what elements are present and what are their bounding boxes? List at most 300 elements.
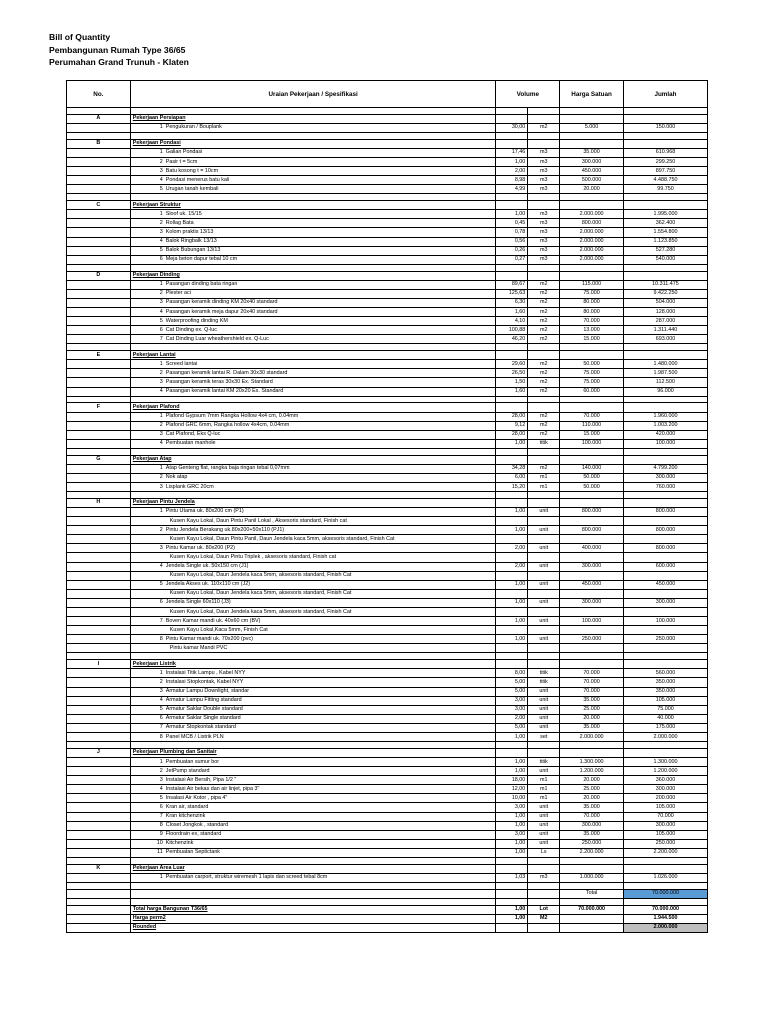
blank-cell [67, 858, 131, 865]
item-unit: m3 [528, 185, 560, 194]
table-row [67, 617, 708, 626]
empty-cell [67, 757, 131, 766]
section-letter: J [67, 748, 131, 757]
col-header-jumlah: Jumlah [623, 81, 707, 108]
item-unit-price: 2.000.000 [560, 246, 624, 255]
section-title-cell [130, 864, 496, 873]
empty-cell [67, 889, 131, 898]
table-row [67, 526, 708, 535]
item-unit: unit [528, 544, 560, 553]
empty-cell [67, 803, 131, 812]
empty-cell [67, 821, 131, 830]
item-unit-price: 300.000 [560, 821, 624, 830]
table-row [67, 794, 708, 803]
table-row [67, 589, 708, 598]
section-letter: G [67, 455, 131, 464]
empty-cell [67, 714, 131, 723]
item-unit [528, 607, 560, 616]
item-amount: 300.000 [623, 785, 707, 794]
item-volume: 5,00 [496, 687, 528, 696]
item-description: Kusen Kayu Lokal, Daun Jendela kaca 5mm, aksesoris standard, Finish Cat [169, 572, 352, 579]
item-number: 5 [159, 706, 163, 713]
item-description-cell [130, 544, 496, 553]
item-amount: 420.000 [623, 430, 707, 439]
item-number: 3 [159, 378, 163, 385]
item-description-cell [130, 626, 496, 635]
item-volume: 28,00 [496, 412, 528, 421]
item-unit-price: 50.000 [560, 360, 624, 369]
item-volume: 34,28 [496, 464, 528, 473]
item-amount: 2.000.000 [623, 732, 707, 741]
item-amount: 350.000 [623, 678, 707, 687]
item-amount [623, 553, 707, 562]
item-volume: 9,12 [496, 421, 528, 430]
item-amount: 105.000 [623, 830, 707, 839]
item-unit-price: 100.000 [560, 439, 624, 448]
item-amount [623, 607, 707, 616]
table-row [67, 421, 708, 430]
empty-cell [67, 544, 131, 553]
item-unit-price: 110.000 [560, 421, 624, 430]
item-description-cell [130, 732, 496, 741]
empty-cell [67, 705, 131, 714]
table-row [67, 687, 708, 696]
empty-cell [67, 812, 131, 821]
item-description-cell [130, 794, 496, 803]
item-description: Pasangan keramik lantai KM 20x20 Ex. Standard [165, 388, 284, 395]
item-description-cell [130, 696, 496, 705]
item-description: Instalasi Air bekas dan air linjet, pipa 3" [165, 785, 260, 792]
item-description: Pembuatan Septictank [165, 849, 221, 856]
item-description-cell [130, 176, 496, 185]
item-unit: m2 [528, 326, 560, 335]
section-row [67, 139, 708, 148]
item-number: 2 [159, 158, 163, 165]
item-unit: m3 [528, 255, 560, 264]
blank-cell [67, 742, 131, 749]
blank-cell [496, 492, 528, 499]
item-amount: 693.000 [623, 335, 707, 344]
empty-cell [528, 139, 560, 148]
item-number: 7 [159, 813, 163, 820]
item-description-cell [130, 635, 496, 644]
total-row [67, 889, 708, 898]
blank-cell [67, 132, 131, 139]
item-amount: 527.280 [623, 246, 707, 255]
empty-cell [67, 687, 131, 696]
section-letter: E [67, 351, 131, 360]
item-unit: m3 [528, 148, 560, 157]
item-unit: m2 [528, 430, 560, 439]
item-description: Pasangan keramik lantai R. Dalam 30x30 standard [165, 369, 288, 376]
blank-cell [560, 858, 624, 865]
empty-cell [67, 571, 131, 580]
item-volume: 5,00 [496, 723, 528, 732]
item-unit: unit [528, 507, 560, 516]
blank-cell [528, 194, 560, 201]
item-amount: 250.000 [623, 635, 707, 644]
item-unit-price: 400.000 [560, 544, 624, 553]
empty-cell [496, 403, 528, 412]
item-unit: titik [528, 757, 560, 766]
item-description-cell [130, 157, 496, 166]
item-amount: 96.000 [623, 387, 707, 396]
item-unit-price: 70.000 [560, 412, 624, 421]
item-description-cell [130, 298, 496, 307]
empty-cell [67, 526, 131, 535]
item-unit: unit [528, 580, 560, 589]
blank-cell [130, 882, 496, 889]
item-volume: 1,00 [496, 210, 528, 219]
table-row [67, 705, 708, 714]
blank-cell [528, 108, 560, 115]
item-description-cell [130, 219, 496, 228]
item-description: Pintu Kamar uk. 80x200 (P2) [165, 544, 235, 551]
item-number: 4 [159, 785, 163, 792]
item-description-cell [130, 757, 496, 766]
summary-unit-price [560, 923, 624, 932]
item-description: Pondasi menerus batu kali [165, 176, 230, 183]
item-amount: 175.000 [623, 723, 707, 732]
item-unit-price [560, 535, 624, 544]
item-description: Instalasi Stopkontak, Kabel NYY [165, 678, 244, 685]
item-description-cell [130, 803, 496, 812]
section-title: Pekerjaan Area Luar [132, 865, 185, 872]
empty-cell [67, 553, 131, 562]
item-description: Boven Kamar mandi uk. 40x60 cm (BV) [165, 617, 261, 624]
item-unit: m2 [528, 421, 560, 430]
blank-cell [130, 858, 496, 865]
item-description: Armatur Lampu Downlight, standar [165, 688, 250, 695]
summary-row [67, 914, 708, 923]
item-volume: 1,00 [496, 757, 528, 766]
empty-cell [67, 167, 131, 176]
item-description: Armatur Stopkontak standard [165, 724, 236, 731]
empty-cell [67, 535, 131, 544]
item-amount: 299.250 [623, 157, 707, 166]
item-unit-price: 250.000 [560, 635, 624, 644]
item-volume: 1,00 [496, 598, 528, 607]
item-unit: m2 [528, 369, 560, 378]
col-header-desc: Uraian Pekerjaan / Spesifikasi [130, 81, 496, 108]
table-row [67, 544, 708, 553]
col-header-harga: Harga Satuan [560, 81, 624, 108]
item-amount [623, 535, 707, 544]
item-description: Pintu Kamar mandi uk. 70x200 (pvc) [165, 635, 253, 642]
item-number: 5 [159, 247, 163, 254]
col-header-volume: Volume [496, 81, 560, 108]
empty-cell [496, 201, 528, 210]
item-description: Kran air, standard [165, 803, 209, 810]
item-unit: unit [528, 839, 560, 848]
item-unit-price: 1.300.000 [560, 757, 624, 766]
table-row [67, 412, 708, 421]
item-unit: m2 [528, 464, 560, 473]
blank-cell [130, 344, 496, 351]
summary-amount: 2.000.000 [623, 923, 707, 932]
item-description-cell [130, 571, 496, 580]
item-volume: 1,00 [496, 526, 528, 535]
item-unit [528, 626, 560, 635]
item-unit-price: 20.000 [560, 776, 624, 785]
item-number: 1 [159, 360, 163, 367]
item-unit: m2 [528, 317, 560, 326]
item-description-cell [130, 326, 496, 335]
item-description: Pintu kamar Mandi PVC [169, 644, 228, 651]
item-unit: unit [528, 526, 560, 535]
blank-cell [560, 264, 624, 271]
item-amount: 287.000 [623, 317, 707, 326]
item-volume: 4,99 [496, 185, 528, 194]
item-number: 4 [159, 308, 163, 315]
item-volume: 8,98 [496, 176, 528, 185]
item-number: 5 [159, 794, 163, 801]
blank-cell [560, 742, 624, 749]
empty-cell [67, 562, 131, 571]
empty-cell [528, 455, 560, 464]
table-row [67, 812, 708, 821]
item-amount [623, 571, 707, 580]
item-volume [496, 626, 528, 635]
empty-cell [496, 139, 528, 148]
summary-unit [528, 923, 560, 932]
item-amount: 250.000 [623, 839, 707, 848]
item-amount: 40.000 [623, 714, 707, 723]
item-amount: 1.026.000 [623, 873, 707, 882]
blank-cell [496, 742, 528, 749]
item-description-cell [130, 598, 496, 607]
empty-cell [67, 378, 131, 387]
item-amount: 760.000 [623, 482, 707, 491]
item-description-cell [130, 148, 496, 157]
item-unit: unit [528, 723, 560, 732]
item-unit-price: 15.000 [560, 335, 624, 344]
table-row [67, 157, 708, 166]
item-description: Lisplank GRC 20cm [165, 483, 214, 490]
blank-row [67, 132, 708, 139]
item-description: Pasangan dinding bata ringan [165, 281, 238, 288]
item-description-cell [130, 167, 496, 176]
table-row [67, 430, 708, 439]
item-unit: unit [528, 687, 560, 696]
item-unit-price: 75.000 [560, 378, 624, 387]
empty-cell [528, 864, 560, 873]
item-amount: 105.000 [623, 803, 707, 812]
summary-volume: 1,00 [496, 914, 528, 923]
item-unit-price: 80.000 [560, 298, 624, 307]
item-number: 2 [159, 767, 163, 774]
blank-cell [623, 344, 707, 351]
empty-cell [67, 839, 131, 848]
blank-row [67, 742, 708, 749]
empty-cell [67, 723, 131, 732]
item-number: 2 [159, 219, 163, 226]
item-description: Kusen Kayu Lokal, Daun Jendela kaca 5mm, aksesoris standard, Finish Cat [169, 590, 352, 597]
table-row [67, 387, 708, 396]
item-description-cell [130, 482, 496, 491]
item-number: 3 [159, 776, 163, 783]
item-unit: unit [528, 767, 560, 776]
item-description: Batu kosong t = 10cm [165, 167, 219, 174]
table-row [67, 482, 708, 491]
item-amount: 100.000 [623, 439, 707, 448]
item-unit: unit [528, 562, 560, 571]
item-unit: unit [528, 830, 560, 839]
blank-cell [623, 264, 707, 271]
item-description-cell [130, 280, 496, 289]
blank-cell [560, 132, 624, 139]
section-row [67, 351, 708, 360]
item-unit: m2 [528, 378, 560, 387]
empty-cell [623, 271, 707, 280]
item-description: Closet Jongkok , standard [165, 822, 229, 829]
blank-cell [67, 108, 131, 115]
blank-cell [528, 882, 560, 889]
section-title-cell [130, 201, 496, 210]
blank-row [67, 396, 708, 403]
section-letter: A [67, 114, 131, 123]
item-description-cell [130, 517, 496, 526]
item-volume: 2,00 [496, 167, 528, 176]
item-amount: 75.000 [623, 705, 707, 714]
item-unit-price: 13.000 [560, 326, 624, 335]
empty-cell [496, 748, 528, 757]
item-amount: 610.968 [623, 148, 707, 157]
item-description-cell [130, 617, 496, 626]
blank-cell [496, 344, 528, 351]
empty-cell [623, 455, 707, 464]
item-description: Waterproofing dinding KM [165, 317, 228, 324]
empty-cell [623, 114, 707, 123]
item-description-cell [130, 705, 496, 714]
blank-row [67, 492, 708, 499]
summary-description: Total harga Bangunan T36/65 [132, 906, 208, 913]
table-row [67, 123, 708, 132]
section-row [67, 498, 708, 507]
section-title: Pekerjaan Dinding [132, 272, 180, 279]
table-row [67, 732, 708, 741]
item-unit: set [528, 732, 560, 741]
item-unit-price: 70.000 [560, 812, 624, 821]
item-amount: 800.000 [623, 526, 707, 535]
table-row [67, 237, 708, 246]
blank-cell [496, 194, 528, 201]
item-number: 3 [159, 483, 163, 490]
total-value: 70.000.000 [623, 889, 707, 898]
empty-cell [528, 114, 560, 123]
item-description: Kusen Kayu Lokal, Daun Pintu Panil, Daun Jendela kaca 5mm, aksesoris standard, Finish Cat [169, 535, 395, 542]
section-row [67, 271, 708, 280]
item-volume: 5,00 [496, 678, 528, 687]
table-row [67, 635, 708, 644]
empty-cell [67, 430, 131, 439]
item-volume: 10,00 [496, 794, 528, 803]
item-volume: 3,00 [496, 830, 528, 839]
item-amount: 800.000 [623, 544, 707, 553]
item-unit: unit [528, 821, 560, 830]
item-unit-price: 100.000 [560, 617, 624, 626]
empty-cell [623, 498, 707, 507]
item-volume: 1,00 [496, 767, 528, 776]
blank-cell [130, 132, 496, 139]
item-description-cell [130, 369, 496, 378]
item-description-cell [130, 412, 496, 421]
item-unit-price: 75.000 [560, 289, 624, 298]
blank-cell [528, 492, 560, 499]
blank-cell [528, 344, 560, 351]
section-letter: B [67, 139, 131, 148]
empty-cell [67, 589, 131, 598]
table-row [67, 839, 708, 848]
item-volume: 3,00 [496, 705, 528, 714]
item-unit: m1 [528, 776, 560, 785]
item-number: 4 [159, 176, 163, 183]
item-description-cell [130, 839, 496, 848]
empty-cell [67, 210, 131, 219]
item-amount: 450.000 [623, 580, 707, 589]
empty-cell [67, 421, 131, 430]
item-unit-price: 20.000 [560, 794, 624, 803]
item-volume: 26,50 [496, 369, 528, 378]
item-amount: 1.311.440 [623, 326, 707, 335]
empty-cell [560, 351, 624, 360]
item-description: Insalasi Air Kotor , pipa 4" [165, 794, 228, 801]
blank-cell [130, 898, 496, 905]
table-row [67, 714, 708, 723]
item-number: 8 [159, 635, 163, 642]
blank-cell [496, 898, 528, 905]
item-description-cell [130, 812, 496, 821]
empty-cell [67, 157, 131, 166]
summary-volume: 1,00 [496, 905, 528, 914]
blank-cell [560, 492, 624, 499]
item-amount [623, 589, 707, 598]
blank-cell [528, 264, 560, 271]
section-title: Pekerjaan Struktur [132, 201, 181, 208]
item-unit: m3 [528, 167, 560, 176]
item-amount [623, 626, 707, 635]
item-volume: 2,00 [496, 562, 528, 571]
table-body [67, 108, 708, 933]
section-title: Pekerjaan Listrik [132, 660, 176, 667]
blank-cell [130, 742, 496, 749]
item-amount: 1.200.000 [623, 767, 707, 776]
item-volume: 1,50 [496, 378, 528, 387]
item-description-cell [130, 873, 496, 882]
item-number: 10 [156, 840, 163, 847]
item-number: 1 [159, 210, 163, 217]
blank-cell [496, 858, 528, 865]
empty-cell [67, 387, 131, 396]
table-row [67, 517, 708, 526]
item-unit: unit [528, 696, 560, 705]
empty-cell [67, 123, 131, 132]
item-unit [528, 571, 560, 580]
item-volume: 46,20 [496, 335, 528, 344]
item-description: Jendela Single uk. 50x150 cm (J1) [165, 563, 249, 570]
table-row [67, 669, 708, 678]
empty-cell [528, 201, 560, 210]
empty-cell [528, 271, 560, 280]
empty-cell [130, 889, 496, 898]
item-unit-price: 800.000 [560, 526, 624, 535]
blank-cell [560, 448, 624, 455]
blank-row [67, 448, 708, 455]
item-volume [496, 553, 528, 562]
item-unit-price: 2.000.000 [560, 228, 624, 237]
section-title: Pekerjaan Pondasi [132, 140, 181, 147]
empty-cell [67, 905, 131, 914]
